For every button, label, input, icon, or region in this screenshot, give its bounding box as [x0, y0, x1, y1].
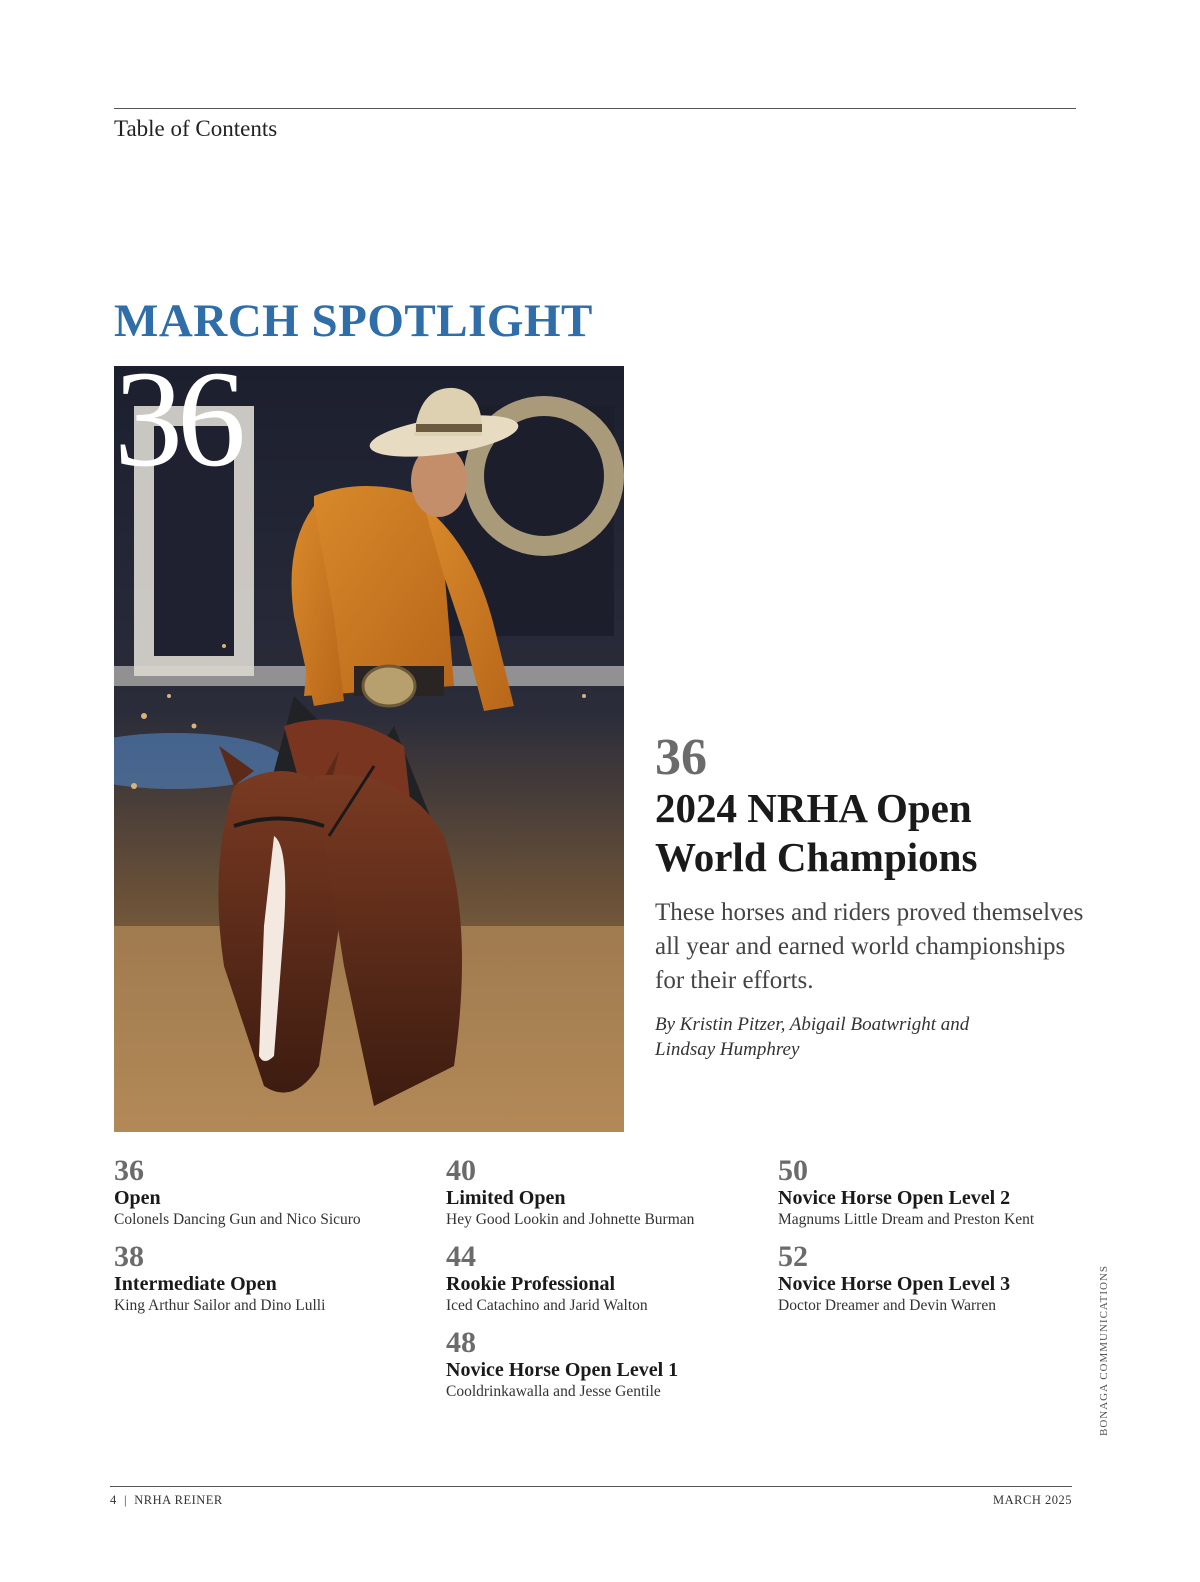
spotlight-title: MARCH SPOTLIGHT	[114, 295, 593, 347]
toc-category: Novice Horse Open Level 2	[778, 1187, 1011, 1209]
toc-category: Rookie Professional	[446, 1273, 616, 1295]
toc-entry[interactable]	[114, 1156, 434, 1230]
photo-page-number: 36	[114, 342, 240, 495]
toc-category: Novice Horse Open Level 1	[446, 1359, 679, 1381]
top-rule	[114, 108, 1076, 109]
toc-description: Colonels Dancing Gun and Nico Sicuro	[114, 1211, 361, 1228]
toc-page-number: 40	[446, 1154, 476, 1187]
toc-description: Doctor Dreamer and Devin Warren	[778, 1297, 996, 1314]
toc-page-number: 48	[446, 1326, 476, 1359]
toc-description: Hey Good Lookin and Johnette Burman	[446, 1211, 695, 1228]
section-label: Table of Contents	[114, 116, 278, 141]
toc-entry[interactable]	[446, 1156, 766, 1230]
toc-entry[interactable]	[778, 1156, 1098, 1230]
toc-column-2	[446, 1156, 766, 1414]
toc-entry[interactable]	[446, 1328, 766, 1402]
toc-page-number: 52	[778, 1240, 808, 1273]
toc-page-number: 50	[778, 1154, 808, 1187]
toc-description: Cooldrinkawalla and Jesse Gentile	[446, 1383, 661, 1400]
toc-column-3	[778, 1156, 1098, 1328]
toc-description: King Arthur Sailor and Dino Lulli	[114, 1297, 326, 1314]
feature-page-number: 36	[655, 729, 707, 786]
feature-description: These horses and riders proved themselves all year and earned world championships for their efforts.	[655, 899, 1084, 994]
footer-issue-date: MARCH 2025	[993, 1493, 1072, 1507]
bottom-rule	[110, 1486, 1072, 1487]
toc-entry[interactable]	[778, 1242, 1098, 1316]
toc-category: Limited Open	[446, 1187, 566, 1209]
toc-page-number: 44	[446, 1240, 476, 1273]
toc-category: Novice Horse Open Level 3	[778, 1273, 1011, 1295]
feature-title[interactable]: 2024 NRHA Open World Champions	[655, 785, 978, 880]
toc-entry[interactable]	[114, 1242, 434, 1316]
footer-page-info: 4 | NRHA REINER	[110, 1493, 223, 1507]
toc-page-number: 38	[114, 1240, 144, 1273]
feature-byline: By Kristin Pitzer, Abigail Boatwright and Lindsay Humphrey	[655, 1014, 970, 1060]
toc-description: Magnums Little Dream and Preston Kent	[778, 1211, 1035, 1228]
toc-page-number: 36	[114, 1154, 144, 1187]
photo-credit: BONAGA COMMUNICATIONS	[1098, 1264, 1110, 1436]
toc-column-1	[114, 1156, 434, 1328]
toc-description: Iced Catachino and Jarid Walton	[446, 1297, 648, 1314]
toc-entry[interactable]	[446, 1242, 766, 1316]
toc-category: Intermediate Open	[114, 1273, 277, 1295]
toc-category: Open	[114, 1187, 161, 1209]
